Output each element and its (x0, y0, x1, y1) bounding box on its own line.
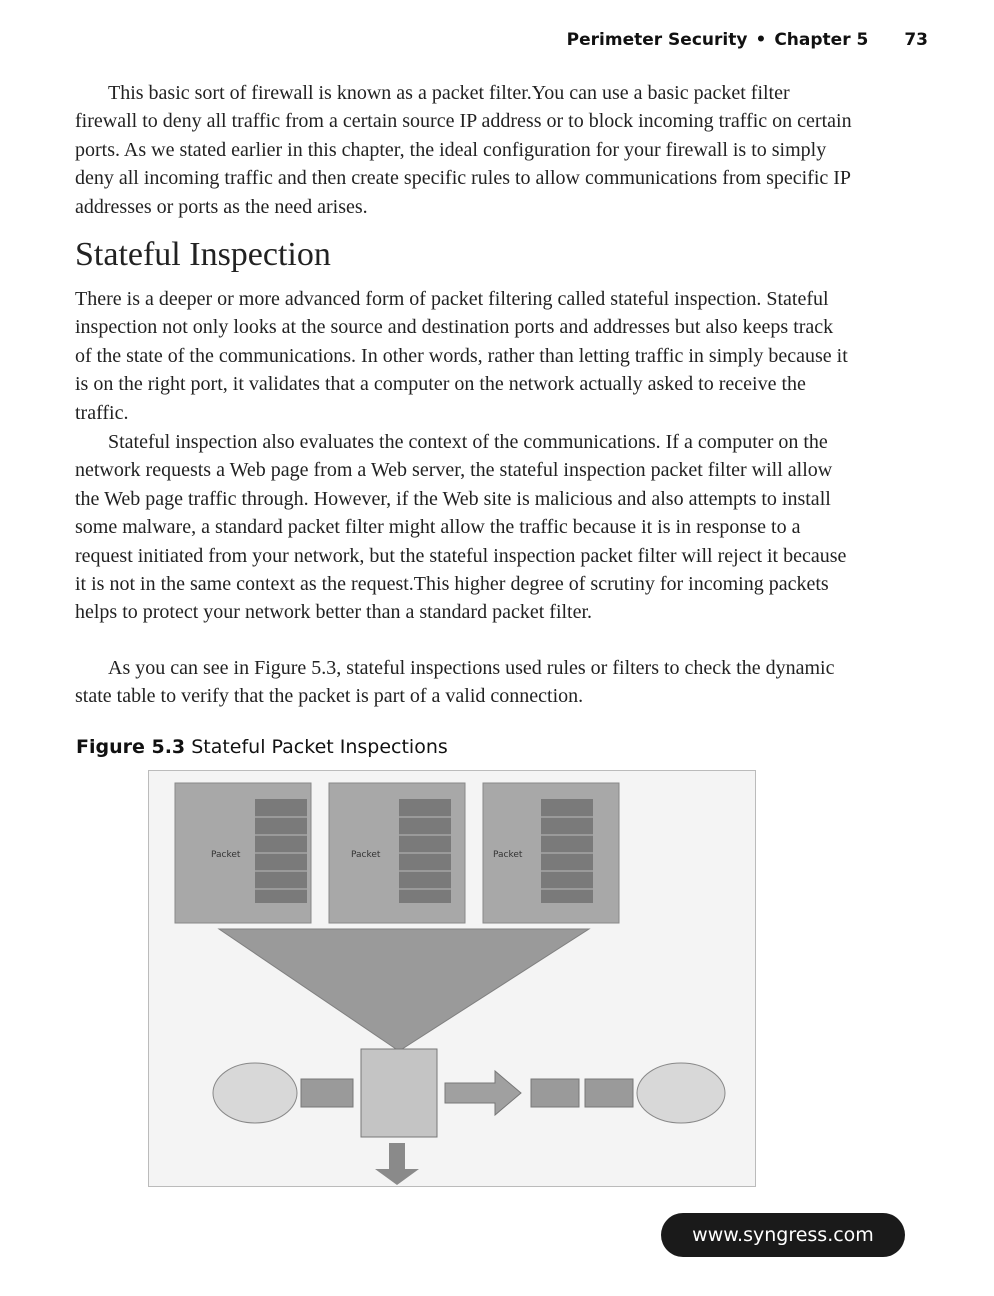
packet-panel-3 (483, 783, 619, 923)
down-arrow-shaft (389, 1143, 405, 1171)
website-badge: www.syngress.com (661, 1213, 905, 1257)
source-cloud (213, 1063, 297, 1123)
diagram-svg (149, 771, 755, 1186)
firewall-box (361, 1049, 437, 1137)
funnel-arrow (219, 929, 589, 1051)
paragraph-context: Stateful inspection also evaluates the context of the communications. If a computer on the network requests a Web page from a Web server, the stateful inspection packet filter will allow the Web page traffic through. However, if the Web site is malicious and also attempts to install some malware, a standard packet filter might allow the traffic because it is in response to a request initiated from your network, but the stateful inspection packet filter will reject it because it is not in the same context as the request.This higher degree of scrutiny for incoming packets helps to protect your network better than a standard packet filter. (75, 431, 847, 624)
figure-caption (76, 736, 448, 758)
packet-box-left (301, 1079, 353, 1107)
page-number: 73 (904, 30, 928, 50)
packet-box-right-2 (585, 1079, 633, 1107)
forward-arrow (445, 1071, 521, 1115)
figure-label: Figure 5.3 (76, 736, 186, 758)
header-section: Perimeter Security (566, 30, 748, 50)
paragraph-intro: This basic sort of firewall is known as a packet filter.You can use a basic packet filter firewall to deny all traffic from a certain source IP address or to block incoming traffic on certain ports. As we stated earlier in this chapter, the ideal configuration for your firewall is to simply deny all incoming traffic and then create specific rules to allow communications from specific IP addresses or ports as the need arises. (75, 82, 852, 218)
figure-diagram (148, 770, 756, 1187)
packet-label-2: Packet (351, 850, 381, 860)
figure-title: Stateful Packet Inspections (191, 736, 448, 758)
header-chapter: Chapter 5 (774, 30, 869, 50)
header-separator: • (755, 30, 767, 50)
packet-box-right-1 (531, 1079, 579, 1107)
down-arrow-head (375, 1169, 419, 1185)
running-header (0, 30, 928, 50)
destination-cloud (637, 1063, 725, 1123)
paragraph-stateful-definition: There is a deeper or more advanced form of packet filtering called stateful inspection. Stateful inspection not only looks at the source and destination ports and addresses but also keeps track of the state of the communications. In other words, rather than letting traffic in simply because it is on the right port, it validates that a computer on the network actually asked to receive the traffic. (75, 288, 848, 424)
packet-panel-1 (175, 783, 311, 923)
packet-label-3: Packet (493, 850, 523, 860)
packet-panel-2 (329, 783, 465, 923)
section-heading: Stateful Inspection (75, 236, 331, 273)
packet-label-1: Packet (211, 850, 241, 860)
paragraph-figure-ref: As you can see in Figure 5.3, stateful inspections used rules or filters to check the dynamic state table to verify that the packet is part of a valid connection. (75, 657, 835, 708)
